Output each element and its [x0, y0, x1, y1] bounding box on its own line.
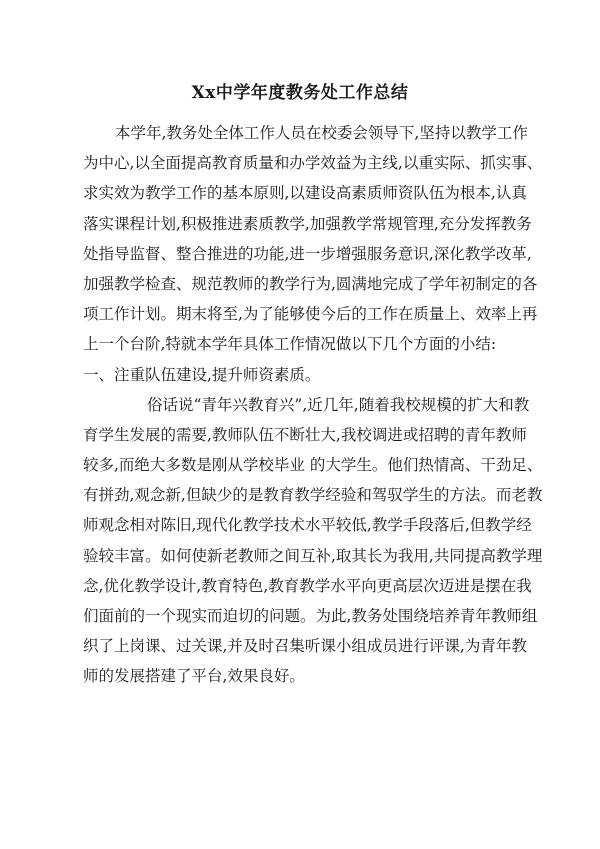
- body-line: 师的发展搭建了平台,效果良好。: [83, 667, 305, 686]
- body-line: 织了上岗课、过关课,并及时召集听课小组成员进行评课,为青年教: [83, 637, 527, 656]
- body-line: 较多,而绝大多数是刚从学校毕业 的大学生。他们热情高、干劲足、: [83, 456, 543, 475]
- body-line: 俗话说“青年兴教育兴”,近几年,随着我校规模的扩大和教: [147, 395, 530, 414]
- body-line: 上一个台阶,特就本学年具体工作情况做以下几个方面的小结:: [83, 335, 497, 354]
- body-line: 求实效为教学工作的基本原则,以建设高素质师资队伍为根本,认真: [83, 184, 527, 203]
- document-title: Xx中学年度教务处工作总结: [191, 83, 409, 103]
- body-line: 处指导监督、整合推进的功能,进一步增强服务意识,深化教学改革,: [83, 244, 532, 263]
- body-line: 为中心,以全面提高教育质量和办学效益为主线,以重实际、抓实事、: [83, 154, 543, 173]
- body-line: 加强教学检查、规范教师的教学行为,圆满地完成了学年初制定的各: [83, 274, 538, 293]
- document-body: [83, 118, 543, 692]
- section-heading: 一、注重队伍建设,提升师资素质。: [83, 365, 321, 384]
- body-line: 本学年,教务处全体工作人员在校委会领导下,坚持以教学工作: [115, 124, 528, 142]
- body-line: 落实课程计划,积极推进素质教学,加强教学常规管理,充分发挥教务: [83, 214, 532, 233]
- body-line: 育学生发展的需要,教师队伍不断壮大,我校调进或招聘的青年教师: [83, 425, 527, 444]
- body-line: 有拼劲,观念新,但缺少的是教育教学经验和驾驭学生的方法。而老教: [83, 486, 543, 505]
- body-line: 项工作计划。期末将至,为了能够使今后的工作在质量上、效率上再: [83, 305, 538, 324]
- body-line: 念,优化教学设计,教育特色,教育教学水平向更高层次迈进是摆在我: [83, 576, 532, 595]
- body-line: 们面前的一个现实而迫切的问题。为此,教务处围绕培养青年教师组: [83, 607, 538, 625]
- body-line: 验较丰富。如何使新老教师之间互补,取其长为我用,共同提高教学理: [83, 546, 543, 565]
- body-line: 师观念相对陈旧,现代化教学技术水平较低,教学手段落后,但教学经: [83, 516, 532, 535]
